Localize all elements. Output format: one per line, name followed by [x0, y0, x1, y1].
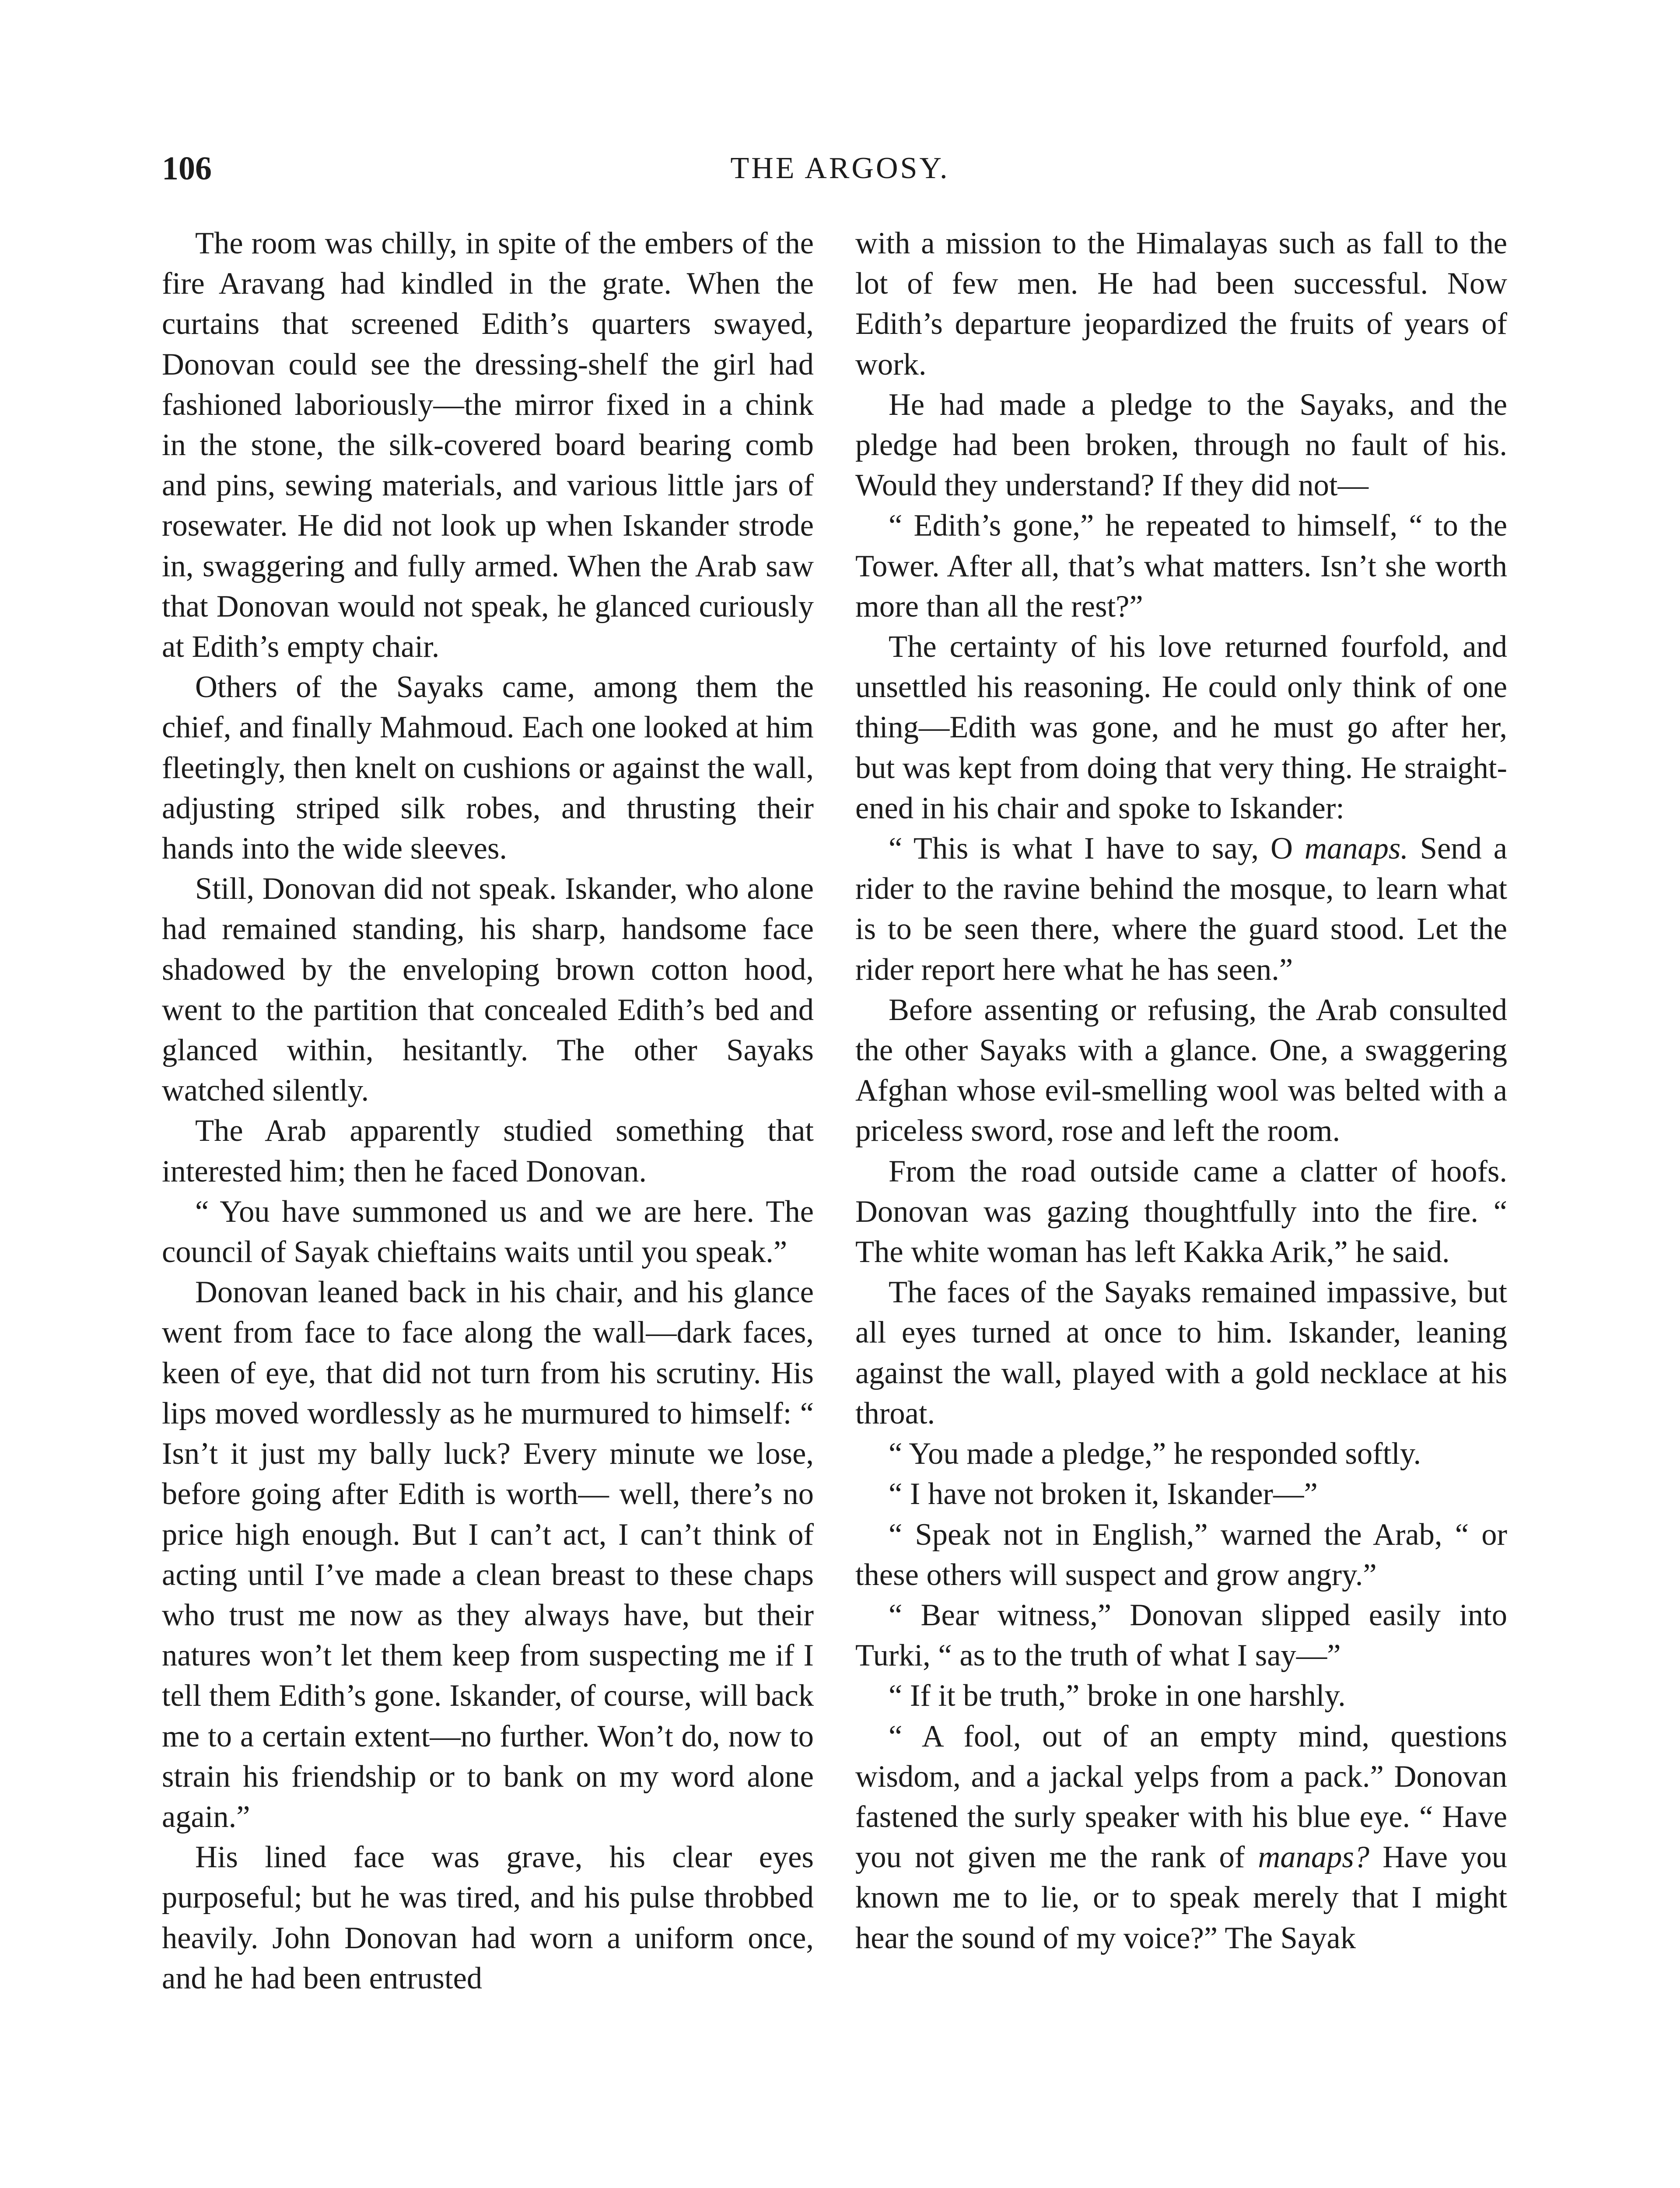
page-number: 106	[162, 150, 212, 187]
paragraph: “ Speak not in English,” warned the Arab, “ or these others will suspect and grow angry.”	[855, 1517, 1507, 1592]
speech-text: “ A fool, out of an empty mind, questions wisdom, and a jackal yelps from a pack.” Donovan fastened the surly speaker with his blue eye. “ Have you not given me the rank of	[855, 1719, 1507, 1875]
paragraph	[855, 828, 1507, 990]
paragraph: Before assenting or refusing, the Arab consulted the other Sayaks with a glance. One, a swaggering Afghan whose evil-smelling wool was belted with a priceless sword, rose and left the room.	[855, 992, 1507, 1148]
paragraph: Still, Donovan did not speak. Iskander, who alone had remained standing, his sharp, handsome face shadowed by the enveloping brown cotton hood, went to the partition that concealed Edith’s bed and glanced within, hesitantly. The other Sayaks watched silently.	[162, 872, 814, 1108]
speech-text: Send a rider to the ravine behind the mosque, to learn what is to be seen there, where the guard stood. Let the rider report here what he has seen.”	[855, 831, 1507, 987]
paragraph: The certainty of his love returned fourfold, and unsettled his reasoning. He could only think of one thing—Edith was gone, and he must go after her, but was kept from doing that very thing. He straightened in his chair and spoke to Iskander:	[855, 630, 1507, 825]
paragraph: “ If it be truth,” broke in one harshly.	[889, 1679, 1346, 1713]
paragraph: Donovan leaned back in his chair, and his glance went from face to face along the wall—dark faces, keen of eye, that did not turn from his scrutiny. His lips moved wordlessly as he murmured to himself: “ Isn’t it just my bally luck? Every minute we lose, before going after Edith is worth— well, there’s no price high enough. But I can’t act, I can’t think of acting until I’ve made a clean breast to these chaps who trust me now as they always have, but their natures won’t let them keep from suspecting me if I tell them Edith’s gone. Iskander, of course, will back me to a certain extent—no further. Won’t do, now to strain his friendship or to bank on my word alone again.”	[162, 1275, 814, 1834]
page-header	[162, 144, 1518, 197]
paragraph: The faces of the Sayaks remained impassive, but all eyes turned at once to him. Iskander, leaning against the wall, played with a gold necklace at his throat.	[855, 1275, 1507, 1431]
emphasized-word: manaps.	[1304, 831, 1408, 866]
right-column	[855, 223, 1507, 1958]
paragraph	[855, 1716, 1507, 1958]
emphasized-word: manaps?	[1258, 1840, 1370, 1875]
paragraph: “ Bear witness,” Donovan slipped easily into Turki, “ as to the truth of what I say—”	[855, 1598, 1507, 1673]
left-column	[162, 223, 814, 1999]
running-title: THE ARGOSY.	[730, 151, 950, 185]
speech-text: Have you known me to lie, or to speak merely that I might hear the sound of my voice?” The Sayak	[855, 1840, 1508, 1955]
speech-text: “ This is what I have to say, O	[889, 831, 1305, 866]
paragraph: The room was chilly, in spite of the embers of the fire Aravang had kindled in the grate. When the curtains that screened Edith’s quarters swayed, Donovan could see the dressing-shelf the girl had fashioned laboriously—the mirror fixed in a chink in the stone, the silk-covered board bearing comb and pins, sewing materials, and various little jars of rosewater. He did not look up when Iskander strode in, swaggering and fully armed. When the Arab saw that Donovan would not speak, he glanced curiously at Edith’s empty chair.	[162, 226, 814, 664]
paragraph: “ Edith’s gone,” he repeated to himself, “ to the Tower. After all, that’s what matters. Isn’t she worth more than all the rest?”	[855, 508, 1507, 624]
paragraph: From the road outside came a clatter of hoofs. Donovan was gazing thoughtfully into the fire. “ The white woman has left Kakka Arik,” he said.	[855, 1154, 1507, 1269]
paragraph: “ I have not broken it, Iskander—”	[889, 1477, 1318, 1511]
paragraph: “ You made a pledge,” he responded softly.	[889, 1437, 1421, 1471]
paragraph: Others of the Sayaks came, among them the chief, and finally Mahmoud. Each one looked at him fleetingly, then knelt on cushions or against the wall, adjusting striped silk robes, and thrusting their hands into the wide sleeves.	[162, 670, 814, 866]
paragraph: “ You have summoned us and we are here. The council of Sayak chieftains waits until you speak.”	[162, 1194, 814, 1269]
paragraph: His lined face was grave, his clear eyes purposeful; but he was tired, and his pulse throbbed heavily. John Donovan had worn a uniform once, and he had been entrusted	[162, 1840, 814, 1995]
paragraph: He had made a pledge to the Sayaks, and the pledge had been broken, through no fault of his. Would they understand? If they did not—	[855, 387, 1507, 503]
continued-paragraph: with a mission to the Himalayas such as fall to the lot of few men. He had been successful. Now Edith’s departure jeopardized the fruits of years of work.	[855, 226, 1507, 382]
paragraph: The Arab apparently studied something that interested him; then he faced Donovan.	[162, 1114, 814, 1189]
